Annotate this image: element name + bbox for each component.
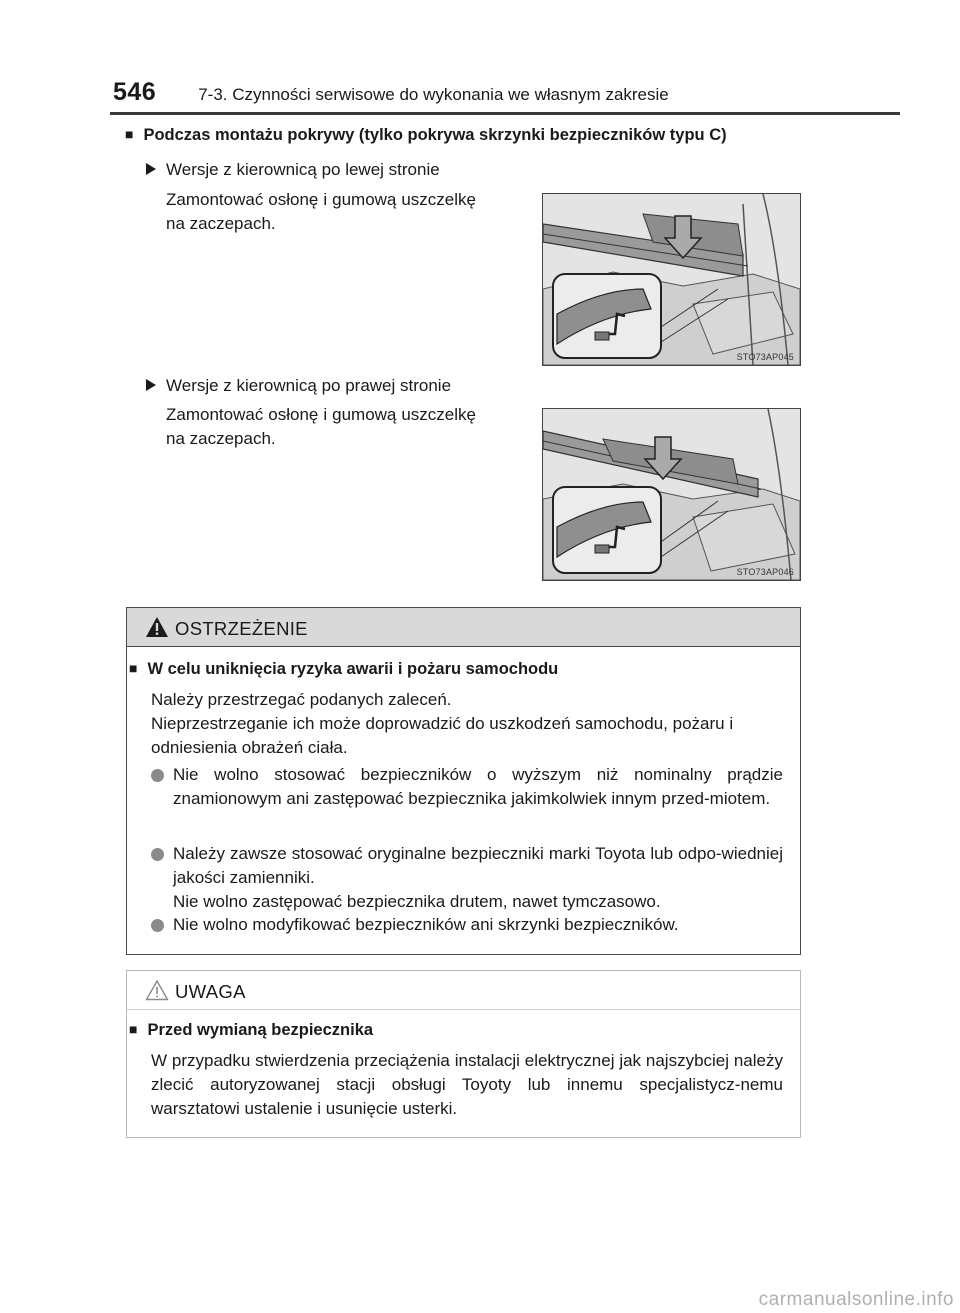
variant-instruction: Zamontować osłonę i gumową uszczelkę na zaczepach. — [166, 405, 476, 448]
caution-text: W przypadku stwierdzenia przeciążenia instalacji elektrycznej jak najszybciej należy zlecić autoryzowanej stacji obsługi Toyoty lub innemu specjalistycz-nemu warsztatowi ustalenie i usunięcie usterki. — [151, 1051, 783, 1118]
bullet-dot-icon — [151, 919, 164, 932]
warning-subheading — [127, 660, 558, 679]
warning-triangle-filled-icon — [145, 616, 169, 638]
section-heading — [125, 126, 727, 145]
fuse-box-cover-illustration — [543, 409, 800, 580]
square-bullet-icon: ■ — [129, 1021, 138, 1037]
bullet-dot-icon — [151, 769, 164, 782]
warning-title: OSTRZEŻENIE — [175, 618, 308, 639]
caution-header — [127, 971, 800, 1010]
bullet-dot-icon — [151, 848, 164, 861]
variant-label: Wersje z kierownicą po prawej stronie — [166, 376, 452, 395]
warning-subheading-text: W celu uniknięcia ryzyka awarii i pożaru samochodu — [147, 660, 559, 678]
section-heading-text: Podczas montażu pokrywy (tylko pokrywa skrzynki bezpieczników typu C) — [143, 126, 727, 144]
illustration-right-hand-drive — [542, 408, 801, 581]
warning-bullet-text: Nie wolno modyfikować bezpieczników ani skrzynki bezpieczników. — [173, 915, 679, 934]
illustration-left-hand-drive — [542, 193, 801, 366]
caution-subheading-text: Przed wymianą bezpiecznika — [147, 1021, 374, 1039]
square-bullet-icon: ■ — [129, 660, 138, 676]
warning-intro-line: Nieprzestrzeganie ich może doprowadzić do uszkodzeń samochodu, pożaru i odniesienia obrażeń ciała. — [151, 714, 734, 757]
figure-code: STO73AP045 — [736, 352, 794, 362]
variant-right-hand-drive — [146, 376, 451, 396]
watermark: carmanualsonline.info — [758, 1289, 954, 1310]
caution-box — [126, 970, 801, 1138]
figure-code: STO73AP046 — [736, 567, 794, 577]
variant-label: Wersje z kierownicą po lewej stronie — [166, 160, 440, 179]
warning-bullet-text: Należy zawsze stosować oryginalne bezpieczniki marki Toyota lub odpo-wiedniej jakości zamienniki. — [173, 844, 783, 887]
page-number: 546 — [113, 78, 157, 106]
warning-box — [126, 607, 801, 955]
warning-bullet — [151, 842, 783, 914]
triangle-right-icon — [146, 379, 156, 391]
page-header — [113, 78, 669, 107]
warning-header — [127, 608, 800, 647]
warning-bullet — [151, 763, 783, 811]
variant-left-hand-drive — [146, 160, 440, 180]
caution-title: UWAGA — [175, 981, 246, 1002]
warning-intro-line: Należy przestrzegać podanych zaleceń. — [151, 690, 452, 709]
caution-subheading — [127, 1021, 373, 1040]
chapter-title: 7-3. Czynności serwisowe do wykonania we własnym zakresie — [198, 85, 669, 104]
variant-instruction: Zamontować osłonę i gumową uszczelkę na zaczepach. — [166, 190, 476, 233]
warning-bullet-text: Nie wolno stosować bezpieczników o wyższym niż nominalny prądzie znamionowym ani zastępować bezpiecznika jakimkolwiek innym przed-miotem. — [173, 765, 783, 808]
warning-intro — [151, 688, 783, 760]
fuse-box-cover-illustration — [543, 194, 800, 365]
square-bullet-icon: ■ — [125, 126, 134, 142]
warning-triangle-outline-icon — [145, 979, 169, 1001]
triangle-right-icon — [146, 163, 156, 175]
warning-bullet-extra: Nie wolno zastępować bezpiecznika drutem, nawet tymczasowo. — [173, 892, 661, 911]
header-rule — [110, 112, 900, 115]
warning-bullet — [151, 913, 783, 937]
